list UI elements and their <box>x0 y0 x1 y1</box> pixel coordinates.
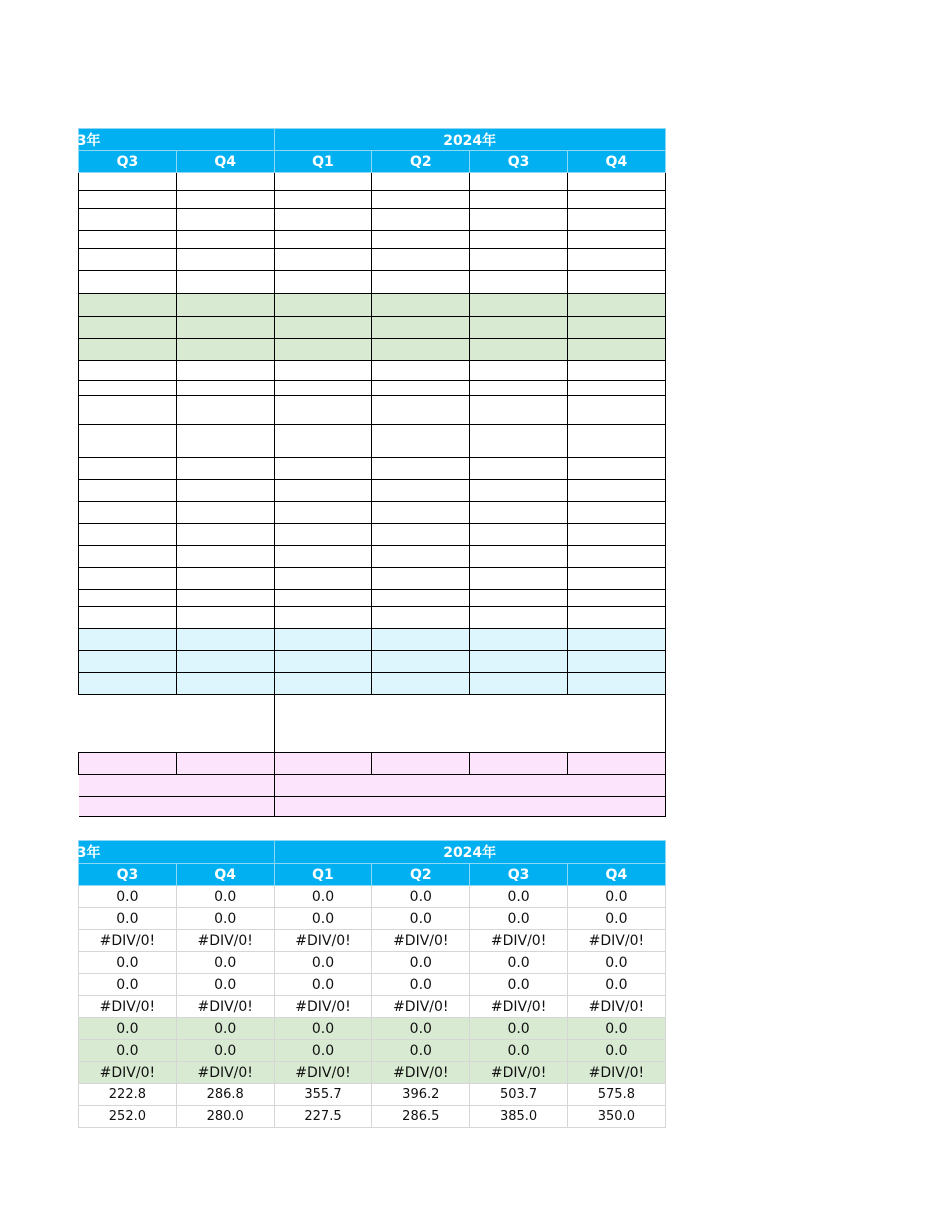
table-cell[interactable] <box>372 590 470 607</box>
table-cell[interactable] <box>372 425 470 458</box>
table-row <box>79 651 666 673</box>
table-cell[interactable] <box>176 502 274 524</box>
table-cell[interactable]: 0.0 <box>470 886 568 908</box>
table-cell[interactable]: 0.0 <box>567 974 665 996</box>
table-cell[interactable]: 355.7 <box>274 1084 372 1106</box>
table-cell[interactable] <box>79 381 177 396</box>
table-cell[interactable]: 0.0 <box>274 1040 372 1062</box>
table-cell[interactable] <box>274 425 372 458</box>
table-cell[interactable] <box>372 361 470 381</box>
table-cell[interactable] <box>79 425 177 458</box>
table-cell[interactable] <box>79 673 177 695</box>
table-cell[interactable]: 0.0 <box>79 908 177 930</box>
table-cell[interactable]: 0.0 <box>79 952 177 974</box>
table-cell[interactable] <box>176 753 274 775</box>
table-cell[interactable] <box>79 191 177 209</box>
table-cell[interactable] <box>79 524 177 546</box>
table-cell[interactable] <box>372 396 470 425</box>
table-row <box>79 191 666 209</box>
table-cell[interactable]: #DIV/0! <box>470 1062 568 1084</box>
bottom-spreadsheet-table <box>67 840 666 1128</box>
table-cell[interactable] <box>372 524 470 546</box>
table-cell[interactable]: 0.0 <box>567 1040 665 1062</box>
table-cell[interactable] <box>274 651 372 673</box>
table-cell[interactable] <box>274 607 372 629</box>
table-cell[interactable]: 0.0 <box>567 908 665 930</box>
table-cell[interactable] <box>79 317 177 339</box>
quarter-header-row <box>79 151 666 173</box>
table-cell[interactable] <box>567 396 665 425</box>
table-row <box>79 502 666 524</box>
table-cell[interactable] <box>79 568 177 590</box>
table-cell[interactable]: #DIV/0! <box>470 930 568 952</box>
table-cell[interactable] <box>470 381 568 396</box>
table-cell[interactable] <box>274 191 372 209</box>
table-row <box>79 425 666 458</box>
table-cell[interactable]: #DIV/0! <box>176 996 274 1018</box>
table-cell[interactable] <box>470 673 568 695</box>
table-cell[interactable] <box>470 231 568 249</box>
table-cell[interactable] <box>176 425 274 458</box>
table-row <box>79 317 666 339</box>
table-cell[interactable] <box>470 191 568 209</box>
table-cell[interactable] <box>274 629 372 651</box>
table-cell[interactable] <box>372 480 470 502</box>
table-cell[interactable]: #DIV/0! <box>274 996 372 1018</box>
table-cell[interactable] <box>567 590 665 607</box>
table-row <box>79 1018 666 1040</box>
table-cell[interactable] <box>372 568 470 590</box>
table-cell[interactable]: 0.0 <box>372 1018 470 1040</box>
quarter-header[interactable]: Q2 <box>372 864 470 886</box>
merged-cell[interactable] <box>79 775 275 797</box>
table-cell[interactable] <box>176 607 274 629</box>
table-row <box>79 775 666 797</box>
table-cell[interactable] <box>470 173 568 191</box>
year-header-2024[interactable]: 2024年 <box>274 841 665 864</box>
table-cell[interactable]: 0.0 <box>176 1018 274 1040</box>
table-cell[interactable]: #DIV/0! <box>372 930 470 952</box>
table-row <box>79 590 666 607</box>
merged-cell[interactable] <box>79 797 275 817</box>
quarter-header[interactable]: Q2 <box>372 151 470 173</box>
table-cell[interactable] <box>176 524 274 546</box>
table-cell[interactable] <box>567 361 665 381</box>
table-cell[interactable]: 0.0 <box>176 952 274 974</box>
table-cell[interactable] <box>372 249 470 271</box>
table-cell[interactable] <box>176 629 274 651</box>
table-cell[interactable] <box>567 458 665 480</box>
table-cell[interactable] <box>274 231 372 249</box>
table-cell[interactable] <box>567 524 665 546</box>
table-cell[interactable] <box>567 294 665 317</box>
table-cell[interactable] <box>274 673 372 695</box>
table-cell[interactable] <box>567 425 665 458</box>
table-cell[interactable]: 0.0 <box>79 974 177 996</box>
table-cell[interactable] <box>274 502 372 524</box>
year-header-row <box>79 841 666 864</box>
table-cell[interactable] <box>274 271 372 294</box>
table-cell[interactable]: 222.8 <box>79 1084 177 1106</box>
table-cell[interactable] <box>79 249 177 271</box>
table-cell[interactable] <box>470 209 568 231</box>
table-cell[interactable] <box>79 271 177 294</box>
table-row <box>79 339 666 361</box>
table-cell[interactable]: 0.0 <box>176 974 274 996</box>
table-row <box>79 480 666 502</box>
table-cell[interactable] <box>567 607 665 629</box>
table-cell[interactable]: 0.0 <box>176 886 274 908</box>
table-cell[interactable] <box>176 271 274 294</box>
table-cell[interactable] <box>274 396 372 425</box>
table-row <box>79 381 666 396</box>
table-row <box>79 1106 666 1128</box>
table-cell[interactable] <box>470 590 568 607</box>
table-cell[interactable]: #DIV/0! <box>372 1062 470 1084</box>
table-cell[interactable] <box>274 361 372 381</box>
table-cell[interactable] <box>176 673 274 695</box>
table-cell[interactable]: #DIV/0! <box>567 930 665 952</box>
table-cell[interactable] <box>176 458 274 480</box>
table-row <box>79 629 666 651</box>
table-cell[interactable] <box>567 480 665 502</box>
year-header-2024[interactable]: 2024年 <box>274 129 665 151</box>
table-cell[interactable] <box>567 753 665 775</box>
table-cell[interactable] <box>79 607 177 629</box>
table-cell[interactable]: 0.0 <box>372 952 470 974</box>
table-row <box>79 524 666 546</box>
table-cell[interactable] <box>176 381 274 396</box>
table-cell[interactable]: 0.0 <box>470 952 568 974</box>
table-cell[interactable] <box>372 339 470 361</box>
table-row <box>79 396 666 425</box>
table-cell[interactable] <box>274 249 372 271</box>
year-header-row <box>79 129 666 151</box>
table-cell[interactable] <box>372 502 470 524</box>
table-cell[interactable]: #DIV/0! <box>79 1062 177 1084</box>
table-cell[interactable] <box>567 381 665 396</box>
table-cell[interactable] <box>176 294 274 317</box>
table-cell[interactable]: 0.0 <box>372 886 470 908</box>
table-cell[interactable]: 0.0 <box>372 974 470 996</box>
table-cell[interactable] <box>567 191 665 209</box>
table-cell[interactable] <box>176 361 274 381</box>
table-cell[interactable] <box>372 173 470 191</box>
table-cell[interactable] <box>79 294 177 317</box>
table-row <box>79 607 666 629</box>
table-cell[interactable] <box>470 607 568 629</box>
table-cell[interactable] <box>79 502 177 524</box>
table-cell[interactable] <box>470 458 568 480</box>
table-cell[interactable] <box>567 339 665 361</box>
table-cell[interactable] <box>79 361 177 381</box>
table-cell[interactable]: #DIV/0! <box>470 996 568 1018</box>
table-row <box>79 695 666 753</box>
table-cell[interactable]: 0.0 <box>176 1040 274 1062</box>
table-cell[interactable]: #DIV/0! <box>274 1062 372 1084</box>
table-row <box>79 568 666 590</box>
table-cell[interactable] <box>470 502 568 524</box>
quarter-header[interactable]: Q4 <box>176 151 274 173</box>
table-cell[interactable] <box>372 458 470 480</box>
table-cell[interactable] <box>274 753 372 775</box>
table-cell[interactable] <box>79 753 177 775</box>
table-row <box>79 996 666 1018</box>
table-cell[interactable] <box>176 317 274 339</box>
table-cell[interactable]: 0.0 <box>567 952 665 974</box>
table-cell[interactable]: 575.8 <box>567 1084 665 1106</box>
table-cell[interactable] <box>567 568 665 590</box>
table-cell[interactable] <box>567 317 665 339</box>
table-cell[interactable] <box>274 317 372 339</box>
table-cell[interactable] <box>79 396 177 425</box>
table-cell[interactable] <box>274 209 372 231</box>
quarter-header[interactable]: Q4 <box>567 151 665 173</box>
table-cell[interactable] <box>470 396 568 425</box>
table-cell[interactable]: 0.0 <box>79 886 177 908</box>
table-cell[interactable] <box>470 317 568 339</box>
top-spreadsheet-table <box>67 128 666 817</box>
table-cell[interactable]: 227.5 <box>274 1106 372 1128</box>
table-cell[interactable] <box>79 339 177 361</box>
table-cell[interactable]: #DIV/0! <box>176 930 274 952</box>
table-cell[interactable]: 0.0 <box>372 1040 470 1062</box>
table-cell[interactable]: 0.0 <box>274 886 372 908</box>
table-cell[interactable] <box>470 249 568 271</box>
table-row <box>79 952 666 974</box>
table-cell[interactable] <box>372 191 470 209</box>
table-row <box>79 908 666 930</box>
table-cell[interactable] <box>372 607 470 629</box>
table-cell[interactable] <box>567 673 665 695</box>
table-cell[interactable] <box>79 458 177 480</box>
table-cell[interactable] <box>470 568 568 590</box>
quarter-header-row <box>79 864 666 886</box>
table-cell[interactable] <box>274 590 372 607</box>
table-cell[interactable] <box>372 546 470 568</box>
table-cell[interactable]: 0.0 <box>470 974 568 996</box>
table-row <box>79 271 666 294</box>
table-cell[interactable] <box>567 231 665 249</box>
table-cell[interactable]: 0.0 <box>567 1018 665 1040</box>
table-cell[interactable] <box>470 480 568 502</box>
quarter-header[interactable]: Q3 <box>470 864 568 886</box>
table-cell[interactable] <box>79 629 177 651</box>
table-cell[interactable] <box>274 381 372 396</box>
table-cell[interactable]: 0.0 <box>470 1040 568 1062</box>
table-cell[interactable] <box>470 339 568 361</box>
table-cell[interactable]: 503.7 <box>470 1084 568 1106</box>
table-row <box>79 458 666 480</box>
table-cell[interactable]: 286.8 <box>176 1084 274 1106</box>
table-cell[interactable] <box>274 568 372 590</box>
table-cell[interactable]: 0.0 <box>470 908 568 930</box>
table-cell[interactable] <box>274 339 372 361</box>
quarter-header[interactable]: Q4 <box>176 864 274 886</box>
table-row <box>79 209 666 231</box>
table-cell[interactable] <box>372 209 470 231</box>
table-cell[interactable] <box>176 209 274 231</box>
table-cell[interactable] <box>274 524 372 546</box>
merged-cell[interactable] <box>274 775 665 797</box>
table-row <box>79 546 666 568</box>
table-row <box>79 173 666 191</box>
year-header-2023[interactable]: 23年 <box>79 129 275 151</box>
table-cell[interactable] <box>470 271 568 294</box>
table-cell[interactable] <box>372 271 470 294</box>
table-cell[interactable] <box>176 249 274 271</box>
table-cell[interactable] <box>567 546 665 568</box>
table-cell[interactable]: 286.5 <box>372 1106 470 1128</box>
table-cell[interactable]: 385.0 <box>470 1106 568 1128</box>
table-cell[interactable] <box>372 317 470 339</box>
table-cell[interactable] <box>470 294 568 317</box>
merged-cell[interactable] <box>274 797 665 817</box>
merged-cell[interactable] <box>274 695 665 753</box>
table-row <box>79 1062 666 1084</box>
table-cell[interactable]: 0.0 <box>274 952 372 974</box>
table-cell[interactable]: 280.0 <box>176 1106 274 1128</box>
table-cell[interactable] <box>274 173 372 191</box>
table-cell[interactable] <box>176 568 274 590</box>
table-cell[interactable] <box>567 629 665 651</box>
table-row <box>79 294 666 317</box>
table-cell[interactable] <box>567 651 665 673</box>
quarter-header[interactable]: Q4 <box>567 864 665 886</box>
table-row <box>79 249 666 271</box>
table-cell[interactable] <box>372 294 470 317</box>
table-cell[interactable] <box>470 753 568 775</box>
table-cell[interactable] <box>176 480 274 502</box>
table-cell[interactable] <box>567 502 665 524</box>
table-row <box>79 673 666 695</box>
table-cell[interactable]: 0.0 <box>176 908 274 930</box>
table-cell[interactable] <box>176 396 274 425</box>
quarter-header[interactable]: Q3 <box>470 151 568 173</box>
table-cell[interactable] <box>79 231 177 249</box>
table-cell[interactable] <box>79 651 177 673</box>
table-cell[interactable]: 0.0 <box>470 1018 568 1040</box>
table-cell[interactable] <box>372 673 470 695</box>
table-cell[interactable] <box>567 249 665 271</box>
table-cell[interactable] <box>176 231 274 249</box>
table-cell[interactable] <box>372 629 470 651</box>
table-cell[interactable]: #DIV/0! <box>79 996 177 1018</box>
table-row <box>79 797 666 817</box>
table-cell[interactable] <box>470 425 568 458</box>
table-cell[interactable] <box>470 524 568 546</box>
table-cell[interactable] <box>567 271 665 294</box>
table-cell[interactable] <box>176 651 274 673</box>
table-cell[interactable] <box>274 294 372 317</box>
quarter-header[interactable]: Q1 <box>274 864 372 886</box>
table-cell[interactable] <box>372 381 470 396</box>
table-row <box>79 974 666 996</box>
table-cell[interactable]: 0.0 <box>567 886 665 908</box>
table-row <box>79 1084 666 1106</box>
table-cell[interactable] <box>470 361 568 381</box>
table-row <box>79 753 666 775</box>
table-cell[interactable] <box>176 173 274 191</box>
table-row <box>79 1040 666 1062</box>
table-cell[interactable]: #DIV/0! <box>79 930 177 952</box>
table-row <box>79 886 666 908</box>
table-cell[interactable] <box>470 651 568 673</box>
table-cell[interactable] <box>79 590 177 607</box>
table-cell[interactable] <box>470 546 568 568</box>
table-cell[interactable]: #DIV/0! <box>274 930 372 952</box>
table-cell[interactable] <box>372 651 470 673</box>
table-cell[interactable] <box>176 191 274 209</box>
table-cell[interactable]: 0.0 <box>79 1018 177 1040</box>
table-cell[interactable] <box>470 629 568 651</box>
table-cell[interactable] <box>567 209 665 231</box>
quarter-header[interactable]: Q3 <box>79 864 177 886</box>
table-row <box>79 361 666 381</box>
table-cell[interactable]: #DIV/0! <box>567 1062 665 1084</box>
table-row <box>79 930 666 952</box>
table-cell[interactable] <box>176 546 274 568</box>
table-cell[interactable]: 0.0 <box>274 974 372 996</box>
table-cell[interactable]: #DIV/0! <box>372 996 470 1018</box>
quarter-header[interactable]: Q1 <box>274 151 372 173</box>
year-header-2023[interactable]: 23年 <box>79 841 275 864</box>
table-cell[interactable]: 396.2 <box>372 1084 470 1106</box>
table-cell[interactable]: #DIV/0! <box>567 996 665 1018</box>
table-cell[interactable] <box>372 231 470 249</box>
table-cell[interactable] <box>79 173 177 191</box>
table-cell[interactable] <box>274 546 372 568</box>
table-cell[interactable] <box>79 209 177 231</box>
table-cell[interactable] <box>79 546 177 568</box>
quarter-header[interactable]: Q3 <box>79 151 177 173</box>
table-cell[interactable] <box>176 339 274 361</box>
table-cell[interactable]: 0.0 <box>274 908 372 930</box>
table-cell[interactable]: 252.0 <box>79 1106 177 1128</box>
table-cell[interactable] <box>274 458 372 480</box>
table-row <box>79 231 666 249</box>
table-cell[interactable]: 0.0 <box>79 1040 177 1062</box>
table-cell[interactable]: 350.0 <box>567 1106 665 1128</box>
table-cell[interactable]: 0.0 <box>274 1018 372 1040</box>
table-cell[interactable]: 0.0 <box>372 908 470 930</box>
table-cell[interactable]: #DIV/0! <box>176 1062 274 1084</box>
table-cell[interactable] <box>274 480 372 502</box>
table-cell[interactable] <box>176 590 274 607</box>
table-cell[interactable] <box>567 173 665 191</box>
merged-cell[interactable] <box>79 695 275 753</box>
table-cell[interactable] <box>372 753 470 775</box>
table-cell[interactable] <box>79 480 177 502</box>
